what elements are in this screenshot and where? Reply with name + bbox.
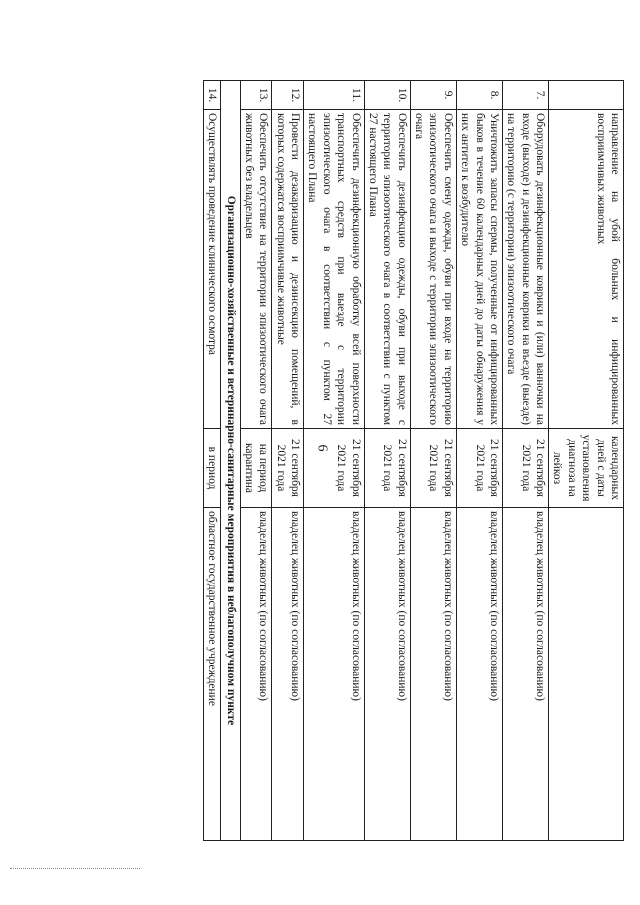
row-deadline: 21 сентября 2021 года <box>304 429 365 508</box>
section-heading: Организационно-хозяйственные и ветеринарно-санитарные мероприятия в неблагополучном пункте <box>221 81 240 841</box>
row-number: 14. <box>203 81 220 110</box>
footer-mark <box>10 868 140 875</box>
section-row <box>221 81 240 841</box>
row-measure: Уничтожить запасы спермы, полученные от инфицированных быков в течение 60 календарных дней до даты обнаружения у них антител к возбудителю <box>456 110 502 429</box>
row-deadline: 21 сентября 2021 года <box>364 429 410 508</box>
row-responsible <box>549 508 624 841</box>
row-number: 11. <box>304 81 365 110</box>
row-deadline: в период <box>203 429 220 508</box>
table-row <box>272 81 304 841</box>
row-number: 8. <box>456 81 502 110</box>
row-deadline: 21 сентября 2021 года <box>456 429 502 508</box>
row-number: 12. <box>272 81 304 110</box>
row-measure: Обеспечить отсутствие на территории эпизоотического очага животных без владельцев <box>240 110 272 429</box>
row-number: 7. <box>503 81 549 110</box>
table-row <box>304 81 365 841</box>
table-row <box>549 81 624 841</box>
row-responsible: владелец животных (по согласованию) <box>364 508 410 841</box>
row-measure: Осуществлять проведение клинического осмотра <box>203 110 220 429</box>
row-responsible: владелец животных (по согласованию) <box>456 508 502 841</box>
table-row <box>240 81 272 841</box>
row-responsible: владелец животных (по согласованию) <box>240 508 272 841</box>
row-measure: направление на убой больных и инфицированных восприимчивых животных <box>549 110 624 429</box>
row-deadline: 21 сентября 2021 года <box>272 429 304 508</box>
row-measure: Обеспечить смену одежды, обуви при входе на территорию эпизоотического очага и выходе с территории эпизоотического очага <box>410 110 456 429</box>
row-number <box>549 81 624 110</box>
row-deadline: 21 сентября 2021 года <box>410 429 456 508</box>
table-row <box>203 81 220 841</box>
table-row <box>456 81 502 841</box>
row-number: 9. <box>410 81 456 110</box>
row-measure: Обеспечить дезинфекцию одежды, обуви при выходе с территории эпизоотического очага в соответствии с пунктом 27 настоящего Плана <box>364 110 410 429</box>
row-responsible: владелец животных (по согласованию) <box>272 508 304 841</box>
table-row <box>503 81 549 841</box>
row-responsible: владелец животных (по согласованию) <box>503 508 549 841</box>
row-number: 13. <box>240 81 272 110</box>
row-deadline: на период карантина <box>240 429 272 508</box>
row-responsible: областное государственное учреждение <box>203 508 220 841</box>
row-deadline: календарных дней с даты установления диагноза на лейкоз <box>549 429 624 508</box>
row-responsible: владелец животных (по согласованию) <box>410 508 456 841</box>
row-responsible: владелец животных (по согласованию) <box>304 508 365 841</box>
row-number: 10. <box>364 81 410 110</box>
page-number: 6 <box>314 444 330 452</box>
table-row <box>410 81 456 841</box>
row-measure: Обеспечить дезинфекционную обработку всей поверхности транспортных средств при выезде с территории эпизоотического очага в соответствии с пунктом 27 настоящего Плана <box>304 110 365 429</box>
row-measure: Оборудовать дезинфекционные коврики и (или) ванночки на входе (выходе) и дезинфекционные коврики на въезде (выезде) на территорию (с территории) эпизоотического очага <box>503 110 549 429</box>
rotated-document-page <box>28 80 624 830</box>
table-row <box>364 81 410 841</box>
row-measure: Провести дезакаризацию и дезинсекцию помещений, в которых содержатся восприимчивые животные <box>272 110 304 429</box>
measures-table <box>203 80 624 841</box>
row-deadline: 21 сентября 2021 года <box>503 429 549 508</box>
